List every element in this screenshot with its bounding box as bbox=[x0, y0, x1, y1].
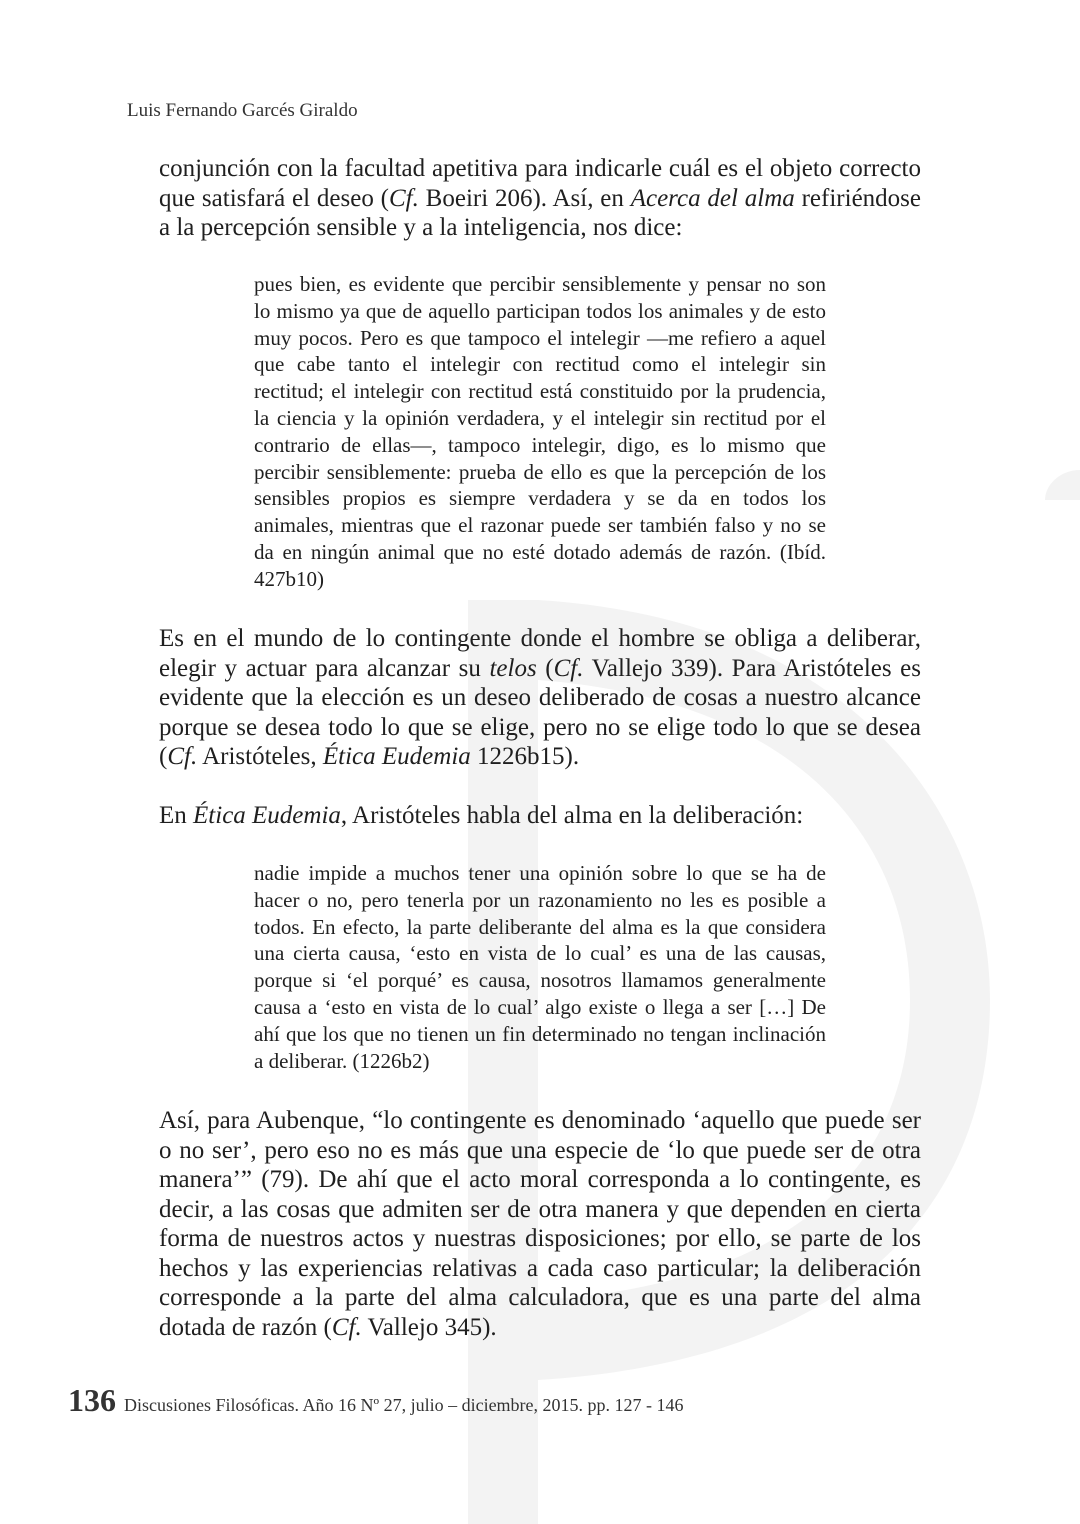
block-quote-2: nadie impide a muchos tener una opinión sobre lo que se ha de hacer o no, pero tenerla por un razonamiento no les es posible a todos. En efecto, la parte deliberante del alma es la que considera una cierta causa, ‘esto en vista de lo cual’ es una de las causas, porque si ‘el porqué’ es causa, nosotros llamamos generalmente causa a ‘esto en vista de lo cual’ algo existe o llega a ser […] De ahí que los que no tienen un fin determinado no tengan inclinación a deliberar. (1226b2) bbox=[254, 861, 826, 1073]
telos-term: telos bbox=[489, 654, 537, 682]
body-paragraph-1: conjunción con la facultad apetitiva para indicarle cuál es el objeto correcto que satisfará el deseo (Cf. Boeiri 206). Así, en Acerca del alma refiriéndose a la percepción sensible y a la inteligencia, nos dice: bbox=[159, 155, 921, 241]
work-title: Acerca del alma bbox=[630, 184, 795, 212]
cf-abbrev: Cf. bbox=[167, 743, 198, 770]
page-number: 136 bbox=[68, 1382, 116, 1418]
cf-abbrev: Cf. bbox=[331, 1313, 362, 1341]
work-title: Ética Eudemia bbox=[322, 743, 471, 770]
running-header-author: Luis Fernando Garcés Giraldo bbox=[127, 100, 358, 121]
work-title: Ética Eudemia bbox=[193, 802, 341, 829]
body-paragraph-4: Así, para Aubenque, “lo contingente es denominado ‘aquello que puede ser o no ser’, pero eso no es más que una especie de ‘lo que puede ser de otra manera’” (79). De ahí que el acto moral corresponda a lo contingente, es decir, a las cosas que admiten ser de otra manera y que dependen en cierta forma de nuestros actos y nuestras disposiciones; por ello, se parte de los hechos y las experiencias relativas a cada caso particular; la deliberación corresponde a la parte del alma calculadora, que es una parte del alma dotada de razón (Cf. Vallejo 345). bbox=[159, 1107, 921, 1341]
page-footer bbox=[68, 1382, 684, 1419]
block-quote-1: pues bien, es evidente que percibir sensiblemente y pensar no son lo mismo ya que de aquello participan todos los animales y de esto muy pocos. Pero es que tampoco el intelegir —me refiero a aquel que cabe tanto el intelegir con rectitud como el intelegir sin rectitud; el intelegir con rectitud está constituido por la prudencia, la ciencia y la opinión verdadera, y el intelegir sin rectitud por el contrario de ellas—, tampoco intelegir, digo, es lo mismo que percibir sensiblemente: prueba de ello es que la percepción de los sensibles propios es siempre verdadera y se da en todos los animales, mientras que el razonar puede ser también falso y no se da en ningún animal que no esté dotado además de razón. (Ibíd. 427b10) bbox=[254, 272, 826, 591]
cf-abbrev: Cf. bbox=[553, 654, 584, 682]
body-paragraph-3: En Ética Eudemia, Aristóteles habla del alma en la deliberación: bbox=[159, 802, 804, 829]
journal-citation: Discusiones Filosóficas. Año 16 Nº 27, julio – diciembre, 2015. pp. 127 - 146 bbox=[124, 1395, 684, 1415]
cf-abbrev: Cf. bbox=[388, 184, 419, 212]
body-paragraph-2: Es en el mundo de lo contingente donde el hombre se obliga a deliberar, elegir y actuar para alcanzar su telos (Cf. Vallejo 339). Para Aristóteles es evidente que la elección es un deseo deliberado de cosas a nuestro alcance porque se desea todo lo que se elige, pero no se elige todo lo que se desea (Cf. Aristóteles, Ética Eudemia 1226b15). bbox=[159, 625, 922, 770]
